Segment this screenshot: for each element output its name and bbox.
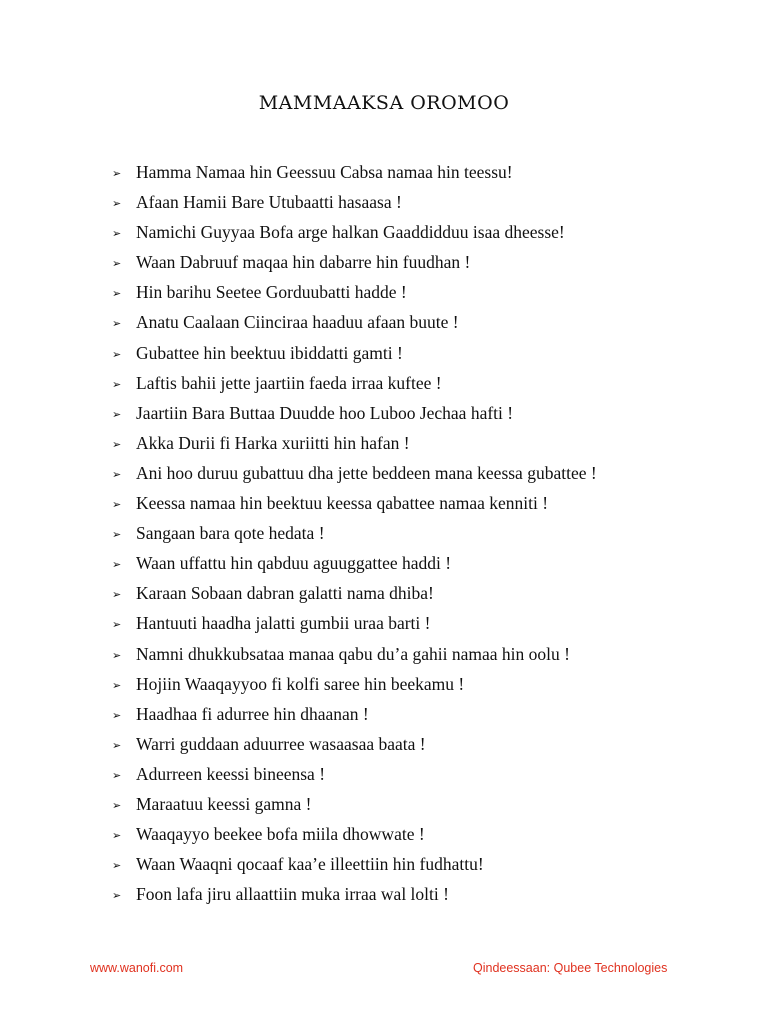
list-item [112,488,597,518]
list-item [112,277,597,307]
list-item [112,699,597,729]
proverb-text: Namni dhukkubsataa manaa qabu du’a gahii namaa hin oolu ! [136,643,570,664]
arrow-bullet-icon: ➢ [112,829,122,843]
proverb-text: Waaqayyo beekee bofa miila dhowwate ! [136,824,425,845]
proverb-text: Waan uffattu hin qabduu aguuggattee haddi ! [136,553,452,574]
proverb-text: Hin barihu Seetee Gorduubatti hadde ! [136,282,407,303]
proverb-text: Waan Dabruuf maqaa hin dabarre hin fuudhan ! [136,252,471,273]
arrow-bullet-icon: ➢ [112,588,122,602]
arrow-bullet-icon: ➢ [112,377,122,391]
arrow-bullet-icon: ➢ [112,708,122,722]
arrow-bullet-icon: ➢ [112,558,122,572]
arrow-bullet-icon: ➢ [112,167,122,180]
proverb-text: Warri guddaan aduurree wasaasaa baata ! [136,733,426,754]
list-item [112,608,597,638]
list-item [112,849,597,879]
list-item [112,338,597,368]
arrow-bullet-icon: ➢ [112,287,122,301]
arrow-bullet-icon: ➢ [112,437,122,451]
proverb-text: Waan Waaqni qocaaf kaa’e illeettiin hin fudhattu! [136,854,484,875]
arrow-bullet-icon: ➢ [112,317,122,331]
list-item [112,428,597,458]
list-item [112,217,597,247]
list-item [112,187,597,217]
list-item [112,247,597,277]
arrow-bullet-icon: ➢ [112,467,122,481]
list-item [112,729,597,759]
list-item [112,578,597,608]
proverb-text: Anatu Caalaan Ciinciraa haaduu afaan buute ! [136,312,459,333]
proverb-text: Akka Durii fi Harka xuriitti hin hafan ! [136,432,410,453]
list-item [112,639,597,669]
arrow-bullet-icon: ➢ [112,738,122,752]
list-item [112,669,597,699]
arrow-bullet-icon: ➢ [112,498,122,512]
arrow-bullet-icon: ➢ [112,889,122,903]
footer-credit: Qindeessaan: Qubee Technologies [473,961,668,975]
list-item [112,398,597,428]
proverb-text: Hojiin Waaqayyoo fi kolfi saree hin beekamu ! [136,673,465,694]
list-item [112,759,597,789]
proverb-text: Foon lafa jiru allaattiin muka irraa wal lolti ! [136,884,449,905]
proverb-text: Hantuuti haadha jalatti gumbii uraa barti ! [136,613,431,634]
proverb-text: Adurreen keessi bineensa ! [136,763,326,784]
proverb-text: Keessa namaa hin beektuu keessa qabattee namaa kenniti ! [136,493,549,514]
proverb-text: Namichi Guyyaa Bofa arge halkan Gaaddidduu isaa dheesse! [136,222,565,243]
arrow-bullet-icon: ➢ [112,407,122,421]
list-item [112,789,597,819]
footer-website-link[interactable]: www.wanofi.com [90,961,184,975]
list-item [112,548,597,578]
proverb-list [112,157,597,909]
arrow-bullet-icon: ➢ [112,859,122,873]
proverb-text: Laftis bahii jette jaartiin faeda irraa kuftee ! [136,372,442,393]
proverb-text: Gubattee hin beektuu ibiddatti gamti ! [136,342,403,363]
list-item [112,458,597,488]
proverb-text: Hamma Namaa hin Geessuu Cabsa namaa hin teessu! [136,162,513,182]
page-title: MAMMAAKSA OROMOO [258,92,510,114]
list-item [112,307,597,337]
proverb-text: Afaan Hamii Bare Utubaatti hasaasa ! [136,192,402,213]
arrow-bullet-icon: ➢ [112,618,122,632]
arrow-bullet-icon: ➢ [112,528,122,542]
arrow-bullet-icon: ➢ [112,227,122,241]
proverb-text: Karaan Sobaan dabran galatti nama dhiba! [136,583,434,604]
arrow-bullet-icon: ➢ [112,798,122,812]
proverb-text: Haadhaa fi adurree hin dhaanan ! [136,703,369,724]
proverb-text: Jaartiin Bara Buttaa Duudde hoo Luboo Jechaa hafti ! [136,402,514,423]
list-item [112,368,597,398]
arrow-bullet-icon: ➢ [112,678,122,692]
list-item [112,819,597,849]
arrow-bullet-icon: ➢ [112,648,122,662]
arrow-bullet-icon: ➢ [112,768,122,782]
list-item [112,157,597,187]
arrow-bullet-icon: ➢ [112,347,122,361]
proverb-text: Ani hoo duruu gubattuu dha jette beddeen mana keessa gubattee ! [136,462,597,483]
list-item [112,879,597,909]
proverb-text: Sangaan bara qote hedata ! [136,523,325,544]
arrow-bullet-icon: ➢ [112,257,122,271]
proverb-text: Maraatuu keessi gamna ! [136,793,312,814]
arrow-bullet-icon: ➢ [112,197,122,211]
list-item [112,518,597,548]
